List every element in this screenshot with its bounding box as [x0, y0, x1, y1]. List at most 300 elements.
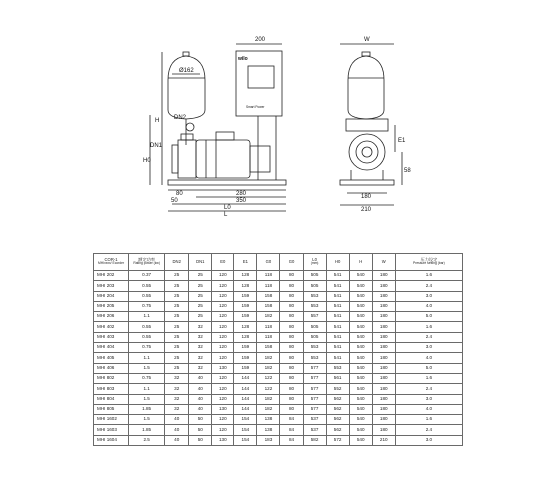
- table-cell: 32: [189, 343, 212, 353]
- table-cell: 32: [189, 332, 212, 342]
- column-header-main: E0: [220, 258, 226, 264]
- table-cell: 50: [189, 425, 212, 435]
- table-row: [94, 332, 463, 342]
- table-cell: 120: [212, 425, 234, 435]
- model-cell: MHI 803: [94, 384, 129, 394]
- column-header-main: G0: [288, 258, 295, 264]
- table-row: [94, 271, 463, 281]
- column-header: [349, 254, 372, 271]
- column-header: [189, 254, 212, 271]
- table-cell: 180: [372, 363, 395, 373]
- table-cell: 40: [189, 373, 212, 383]
- table-cell: 120: [212, 394, 234, 404]
- e1-label: E1: [398, 138, 406, 144]
- table-cell: 40: [165, 415, 189, 425]
- specification-table: [93, 253, 463, 446]
- table-cell: 180: [372, 394, 395, 404]
- side-view-labels: [361, 37, 411, 213]
- table-cell: 25: [165, 343, 189, 353]
- table-cell: 84: [280, 425, 303, 435]
- table-cell: 182: [257, 404, 280, 414]
- w-label: W: [364, 37, 370, 43]
- model-cell: MHI 404: [94, 343, 129, 353]
- column-header-main: 额定功率: [138, 257, 156, 263]
- dim-58-label: 58: [404, 168, 411, 174]
- table-cell: 0.55: [129, 281, 165, 291]
- table-cell: 4.0: [395, 353, 462, 363]
- table-cell: 180: [372, 353, 395, 363]
- pump-motor: [196, 140, 250, 178]
- pump-manifold: [178, 140, 196, 178]
- dim-180-label: 180: [361, 194, 372, 200]
- table-cell: 80: [280, 343, 303, 353]
- table-cell: 1.6: [395, 373, 462, 383]
- table-cell: 557: [303, 312, 326, 322]
- table-cell: 158: [257, 343, 280, 353]
- table-cell: 159: [234, 301, 257, 311]
- table-cell: 25: [165, 363, 189, 373]
- table-cell: 120: [212, 384, 234, 394]
- front-view-labels: [143, 37, 266, 218]
- table-cell: 122: [257, 384, 280, 394]
- table-cell: 2.4: [395, 332, 462, 342]
- table-cell: 562: [326, 394, 349, 404]
- table-cell: 128: [234, 332, 257, 342]
- table-cell: 577: [303, 373, 326, 383]
- table-cell: 80: [280, 363, 303, 373]
- pump-body-circle: [349, 134, 385, 170]
- table-cell: 80: [280, 312, 303, 322]
- table-cell: 5.0: [395, 363, 462, 373]
- table-cell: 120: [212, 373, 234, 383]
- table-cell: 154: [234, 425, 257, 435]
- table-cell: 552: [326, 384, 349, 394]
- table-cell: 505: [303, 322, 326, 332]
- dn1-label: DN1: [150, 143, 163, 149]
- table-cell: 25: [165, 281, 189, 291]
- table-cell: 25: [165, 322, 189, 332]
- column-header: [165, 254, 189, 271]
- h0-label: H0: [143, 158, 151, 164]
- column-header: [234, 254, 257, 271]
- table-cell: 537: [303, 415, 326, 425]
- model-cell: MHI 202: [94, 271, 129, 281]
- table-cell: 180: [372, 404, 395, 414]
- column-header-main: E1: [242, 258, 248, 264]
- terminal-box: [216, 132, 234, 140]
- column-header-sub: MHIxxxx/ Ecorder: [98, 261, 125, 266]
- column-header: [94, 254, 129, 271]
- model-cell: MHI 205: [94, 301, 129, 311]
- table-cell: 540: [349, 322, 372, 332]
- table-cell: 0.75: [129, 373, 165, 383]
- table-cell: 80: [280, 301, 303, 311]
- model-cell: MHI 804: [94, 394, 129, 404]
- table-cell: 540: [349, 281, 372, 291]
- model-cell: MHI 406: [94, 363, 129, 373]
- table-cell: 40: [189, 404, 212, 414]
- table-cell: 138: [257, 415, 280, 425]
- table-cell: 3.0: [395, 291, 462, 301]
- table-cell: 1.1: [129, 312, 165, 322]
- table-cell: 159: [234, 353, 257, 363]
- table-cell: 180: [372, 291, 395, 301]
- table-cell: 540: [349, 404, 372, 414]
- table-cell: 3.0: [395, 394, 462, 404]
- table-cell: 80: [280, 394, 303, 404]
- table-header-row: [94, 254, 463, 271]
- table-row: [94, 384, 463, 394]
- table-body: [94, 271, 463, 446]
- panel-label: Smart Power: [246, 105, 265, 109]
- table-cell: 144: [234, 373, 257, 383]
- table-cell: 540: [349, 373, 372, 383]
- table-cell: 128: [234, 322, 257, 332]
- side-base: [340, 180, 394, 185]
- column-header-sub: (mm): [310, 261, 319, 266]
- table-cell: 120: [212, 312, 234, 322]
- table-cell: 180: [372, 425, 395, 435]
- table-row: [94, 363, 463, 373]
- table-cell: 32: [189, 363, 212, 373]
- table-cell: 180: [372, 322, 395, 332]
- base-frame: [168, 180, 286, 185]
- panel-width-label: 200: [255, 37, 266, 43]
- table-cell: 25: [165, 353, 189, 363]
- table-cell: 84: [280, 435, 303, 445]
- table-row: [94, 394, 463, 404]
- model-cell: MHI 405: [94, 353, 129, 363]
- table-cell: 5.0: [395, 312, 462, 322]
- l-label: L: [224, 212, 228, 218]
- table-cell: 158: [257, 301, 280, 311]
- table-cell: 120: [212, 332, 234, 342]
- table-cell: 0.55: [129, 291, 165, 301]
- table-cell: 130: [212, 363, 234, 373]
- table-cell: 40: [189, 394, 212, 404]
- column-header: [129, 254, 165, 271]
- table-cell: 180: [372, 373, 395, 383]
- brand-logo: wilo: [238, 56, 248, 62]
- table-cell: 84: [280, 415, 303, 425]
- table-cell: 540: [349, 312, 372, 322]
- tank-cap: [183, 52, 189, 56]
- column-header-sub: Rating power (kw): [133, 261, 160, 266]
- table-cell: 1.5: [129, 415, 165, 425]
- table-cell: 25: [165, 301, 189, 311]
- table-cell: 540: [349, 291, 372, 301]
- table-cell: 4.0: [395, 404, 462, 414]
- table-cell: 541: [326, 322, 349, 332]
- table-cell: 540: [349, 343, 372, 353]
- table-cell: 1.6: [395, 322, 462, 332]
- table-cell: 572: [326, 435, 349, 445]
- dim-210-label: 210: [361, 207, 372, 213]
- table-cell: 541: [326, 291, 349, 301]
- table-cell: 138: [257, 425, 280, 435]
- table-cell: 0.37: [129, 271, 165, 281]
- table-cell: 180: [372, 332, 395, 342]
- table-cell: 1.6: [395, 271, 462, 281]
- table-cell: 25: [165, 332, 189, 342]
- table-cell: 118: [257, 281, 280, 291]
- table-cell: 180: [372, 384, 395, 394]
- table-cell: 182: [257, 312, 280, 322]
- table-cell: 577: [303, 363, 326, 373]
- table-cell: 183: [257, 435, 280, 445]
- table-cell: 0.75: [129, 343, 165, 353]
- column-header-main: H0: [334, 258, 341, 264]
- model-cell: MHI 403: [94, 332, 129, 342]
- table-row: [94, 353, 463, 363]
- column-header-main: L0: [312, 257, 317, 263]
- table-cell: 120: [212, 322, 234, 332]
- table-cell: 118: [257, 332, 280, 342]
- table-cell: 541: [326, 312, 349, 322]
- table-row: [94, 312, 463, 322]
- dim-280-label: 280: [236, 191, 247, 197]
- table-cell: 144: [234, 394, 257, 404]
- pressure-gauge: [186, 123, 194, 131]
- table-cell: 537: [303, 425, 326, 435]
- table-cell: 32: [165, 394, 189, 404]
- table-cell: 540: [349, 271, 372, 281]
- inlet-flange: [172, 145, 178, 173]
- model-cell: MHI 1603: [94, 425, 129, 435]
- column-header: [372, 254, 395, 271]
- table-cell: 40: [165, 425, 189, 435]
- table-cell: 553: [303, 301, 326, 311]
- table-cell: 154: [234, 435, 257, 445]
- table-row: [94, 425, 463, 435]
- table-row: [94, 415, 463, 425]
- table-cell: 562: [326, 404, 349, 414]
- table-cell: 2.4: [395, 384, 462, 394]
- table-cell: 40: [189, 384, 212, 394]
- table-cell: 144: [234, 384, 257, 394]
- table-cell: 128: [234, 271, 257, 281]
- column-header-main: COR-1: [104, 257, 118, 263]
- model-cell: MHI 402: [94, 322, 129, 332]
- table-cell: 25: [189, 291, 212, 301]
- table-cell: 553: [303, 353, 326, 363]
- table-cell: 80: [280, 353, 303, 363]
- table-cell: 130: [212, 435, 234, 445]
- table-cell: 159: [234, 343, 257, 353]
- column-header: [303, 254, 326, 271]
- table-cell: 144: [234, 404, 257, 414]
- table-cell: 118: [257, 322, 280, 332]
- table-cell: 553: [326, 363, 349, 373]
- table-cell: 80: [280, 271, 303, 281]
- table-cell: 180: [372, 415, 395, 425]
- table-cell: 1.5: [129, 363, 165, 373]
- table-cell: 120: [212, 343, 234, 353]
- table-cell: 1.1: [129, 384, 165, 394]
- table-cell: 120: [212, 281, 234, 291]
- table-cell: 0.75: [129, 301, 165, 311]
- l0-label: L0: [224, 205, 231, 211]
- table-cell: 25: [189, 312, 212, 322]
- side-view: [340, 44, 402, 205]
- side-tank-cap: [362, 52, 370, 56]
- model-cell: MHI 1604: [94, 435, 129, 445]
- panel-window: [248, 66, 274, 88]
- table-cell: 182: [257, 394, 280, 404]
- tank-valve: [181, 134, 193, 140]
- table-cell: 80: [280, 332, 303, 342]
- table-cell: 25: [165, 312, 189, 322]
- column-header: [280, 254, 303, 271]
- motor-fan: [250, 146, 270, 172]
- column-header-main: H: [359, 258, 363, 264]
- column-header-main: DN2: [172, 258, 181, 264]
- table-cell: 2.4: [395, 425, 462, 435]
- table-cell: 505: [303, 271, 326, 281]
- table-cell: 541: [326, 353, 349, 363]
- table-cell: 540: [349, 301, 372, 311]
- table-cell: 40: [165, 435, 189, 445]
- table-cell: 50: [189, 415, 212, 425]
- table-cell: 1.5: [129, 394, 165, 404]
- column-header-main: 压力设定: [420, 257, 438, 263]
- table-cell: 80: [280, 404, 303, 414]
- table-cell: 32: [189, 322, 212, 332]
- table-cell: 541: [326, 332, 349, 342]
- table-cell: 118: [257, 271, 280, 281]
- table-cell: 154: [234, 415, 257, 425]
- table-cell: 25: [189, 271, 212, 281]
- table-cell: 32: [165, 404, 189, 414]
- table-cell: 180: [372, 301, 395, 311]
- table-cell: 159: [234, 312, 257, 322]
- table-cell: 540: [349, 394, 372, 404]
- table-cell: 577: [303, 404, 326, 414]
- table-cell: 120: [212, 271, 234, 281]
- table-cell: 0.55: [129, 332, 165, 342]
- table-cell: 158: [257, 291, 280, 301]
- table-cell: 80: [280, 322, 303, 332]
- table-cell: 1.85: [129, 425, 165, 435]
- table-cell: 32: [189, 353, 212, 363]
- column-header-main: DN1: [196, 258, 205, 264]
- table-cell: 2.5: [129, 435, 165, 445]
- table-cell: 505: [303, 281, 326, 291]
- table-cell: 582: [303, 435, 326, 445]
- table-cell: 120: [212, 353, 234, 363]
- model-cell: MHI 805: [94, 404, 129, 414]
- table-cell: 2.4: [395, 281, 462, 291]
- pump-shaft-circle: [362, 147, 372, 157]
- table-cell: 80: [280, 281, 303, 291]
- column-header: [212, 254, 234, 271]
- table-row: [94, 404, 463, 414]
- h-label: H: [155, 118, 160, 124]
- table-cell: 0.55: [129, 322, 165, 332]
- table-cell: 32: [165, 384, 189, 394]
- table-cell: 128: [234, 281, 257, 291]
- model-cell: MHI 1602: [94, 415, 129, 425]
- table-cell: 541: [326, 343, 349, 353]
- column-header: [395, 254, 462, 271]
- table-row: [94, 343, 463, 353]
- table-cell: 50: [189, 435, 212, 445]
- table-cell: 80: [280, 291, 303, 301]
- table-cell: 1.85: [129, 404, 165, 414]
- table-cell: 130: [212, 404, 234, 414]
- pump-inner-circle: [356, 141, 378, 163]
- table-cell: 4.0: [395, 301, 462, 311]
- table-cell: 25: [189, 281, 212, 291]
- table-row: [94, 322, 463, 332]
- pressure-tank: [168, 56, 205, 119]
- table-row: [94, 435, 463, 445]
- dim-50-label: 50: [171, 198, 178, 204]
- table-cell: 3.0: [395, 343, 462, 353]
- table-cell: 577: [303, 384, 326, 394]
- dim-80-label: 80: [176, 191, 183, 197]
- table-cell: 182: [257, 363, 280, 373]
- front-view: [150, 44, 286, 211]
- table-cell: 540: [349, 332, 372, 342]
- column-header-main: G0: [265, 258, 272, 264]
- tank-diameter-label: Ø162: [179, 68, 194, 74]
- table-cell: 541: [326, 271, 349, 281]
- table-cell: 540: [349, 353, 372, 363]
- dim-350-label: 350: [236, 198, 247, 204]
- table-row: [94, 301, 463, 311]
- table-cell: 562: [326, 415, 349, 425]
- model-cell: MHI 204: [94, 291, 129, 301]
- table-cell: 80: [280, 384, 303, 394]
- table-row: [94, 291, 463, 301]
- table-cell: 562: [326, 425, 349, 435]
- table-cell: 540: [349, 425, 372, 435]
- table-cell: 182: [257, 353, 280, 363]
- side-header: [346, 119, 388, 131]
- table-cell: 122: [257, 373, 280, 383]
- table-cell: 32: [165, 373, 189, 383]
- table-cell: 25: [165, 271, 189, 281]
- model-cell: MHI 206: [94, 312, 129, 322]
- table-cell: 541: [326, 301, 349, 311]
- model-cell: MHI 203: [94, 281, 129, 291]
- table-row: [94, 373, 463, 383]
- column-header-sub: Pressure setting (bar): [413, 261, 445, 266]
- table-cell: 1.1: [129, 353, 165, 363]
- table-cell: 25: [165, 291, 189, 301]
- table-cell: 25: [189, 301, 212, 311]
- table-cell: 80: [280, 373, 303, 383]
- table-cell: 210: [372, 435, 395, 445]
- table-row: [94, 281, 463, 291]
- model-cell: MHI 802: [94, 373, 129, 383]
- table-cell: 540: [349, 363, 372, 373]
- table-cell: 553: [303, 291, 326, 301]
- table-cell: 1.6: [395, 415, 462, 425]
- table-cell: 180: [372, 271, 395, 281]
- table-cell: 541: [326, 281, 349, 291]
- table-cell: 577: [303, 394, 326, 404]
- table-cell: 180: [372, 343, 395, 353]
- table-cell: 159: [234, 291, 257, 301]
- column-header-main: W: [381, 258, 386, 264]
- column-header: [257, 254, 280, 271]
- table-cell: 505: [303, 332, 326, 342]
- side-pressure-tank: [348, 56, 384, 119]
- table-cell: 561: [326, 373, 349, 383]
- table-cell: 159: [234, 363, 257, 373]
